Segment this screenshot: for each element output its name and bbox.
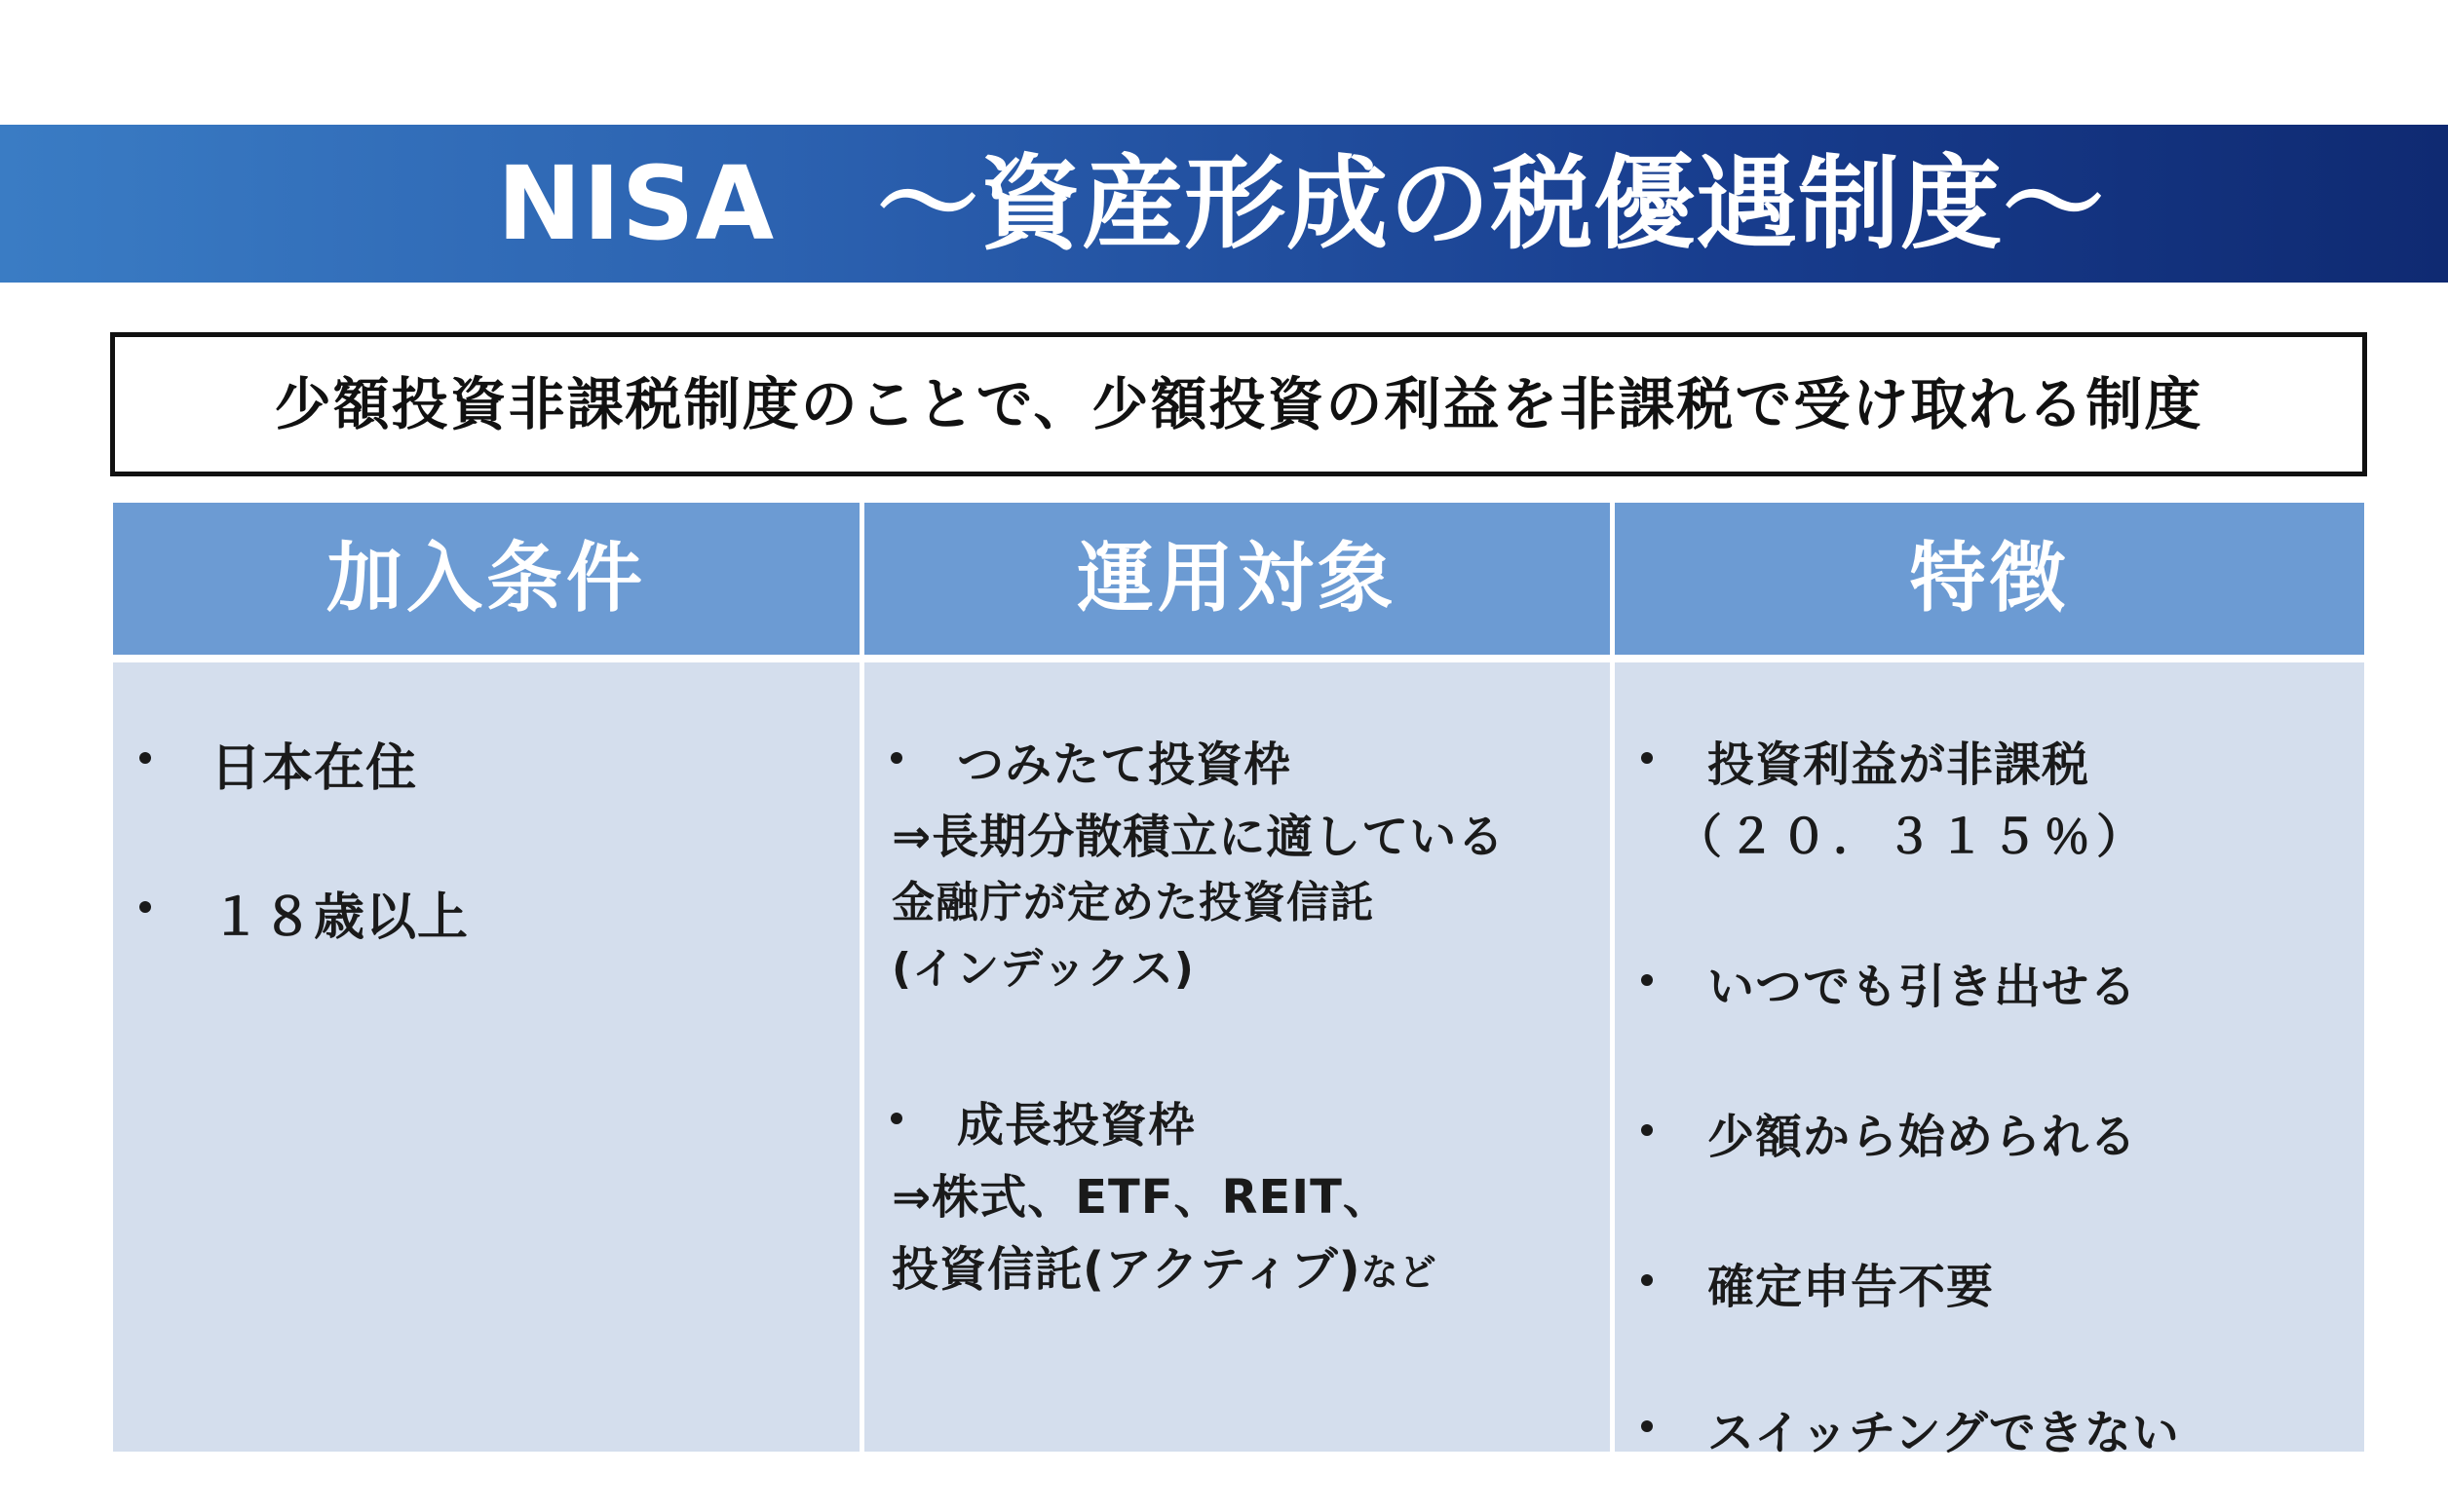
list-item: スイッチングできない bbox=[1707, 1406, 2180, 1460]
bullet-icon bbox=[891, 1113, 902, 1124]
bullet-icon bbox=[1641, 974, 1653, 986]
seicho-label: 成長投資枠 bbox=[957, 1098, 1197, 1153]
bullet-icon bbox=[891, 752, 902, 764]
column-investment-targets bbox=[864, 503, 1610, 1452]
column-features bbox=[1615, 503, 2364, 1460]
column-body-investment-targets bbox=[864, 662, 1610, 1452]
definition-box: 少額投資非課税制度のことで、少額投資の利益を非課税で受け取れる制度 bbox=[110, 332, 2367, 476]
list-item: 少額から始められる bbox=[1707, 1110, 2138, 1164]
column-header-investment-targets: 運用対象 bbox=[864, 503, 1610, 655]
tsumitate-label: つみたて投資枠 bbox=[957, 737, 1292, 792]
bullet-icon bbox=[1641, 1124, 1653, 1136]
list-item-note: （２０．３１５％） bbox=[1675, 810, 2150, 864]
seicho-detail: ⇒株式、ETF、REIT、 bbox=[892, 1170, 1391, 1225]
column-header-features: 特徴 bbox=[1615, 503, 2364, 655]
list-item: １８歳以上 bbox=[210, 888, 470, 947]
bullet-icon bbox=[139, 752, 151, 764]
list-item: いつでも引き出せる bbox=[1707, 960, 2138, 1014]
list-item: 日本在住 bbox=[210, 739, 418, 798]
title-banner bbox=[0, 125, 2448, 283]
bullet-icon bbox=[1641, 752, 1653, 764]
page-title: NISA ～資産形成の税優遇制度～ bbox=[497, 144, 2106, 263]
tsumitate-detail: ⇒長期分散積立に適している bbox=[892, 810, 1506, 864]
nisa-table bbox=[113, 503, 2364, 1460]
tsumitate-detail: (インデックス) bbox=[892, 944, 1195, 994]
list-item: 投資利益が非課税 bbox=[1707, 737, 2090, 792]
seicho-detail bbox=[892, 1231, 1437, 1299]
bullet-icon bbox=[139, 901, 151, 913]
bullet-icon bbox=[1641, 1420, 1653, 1432]
column-header-eligibility: 加入条件 bbox=[113, 503, 860, 655]
bullet-icon bbox=[1641, 1274, 1653, 1286]
column-body-eligibility bbox=[113, 662, 860, 1452]
seicho-detail-suffix: など bbox=[1360, 1251, 1437, 1294]
column-eligibility bbox=[113, 503, 860, 1452]
tsumitate-detail: 金融庁が定めた投資信託 bbox=[892, 878, 1374, 927]
seicho-detail-main: 投資信託(アクティブ) bbox=[892, 1242, 1361, 1297]
column-body-features bbox=[1615, 662, 2364, 1460]
list-item: 確定申告不要 bbox=[1707, 1260, 1995, 1314]
